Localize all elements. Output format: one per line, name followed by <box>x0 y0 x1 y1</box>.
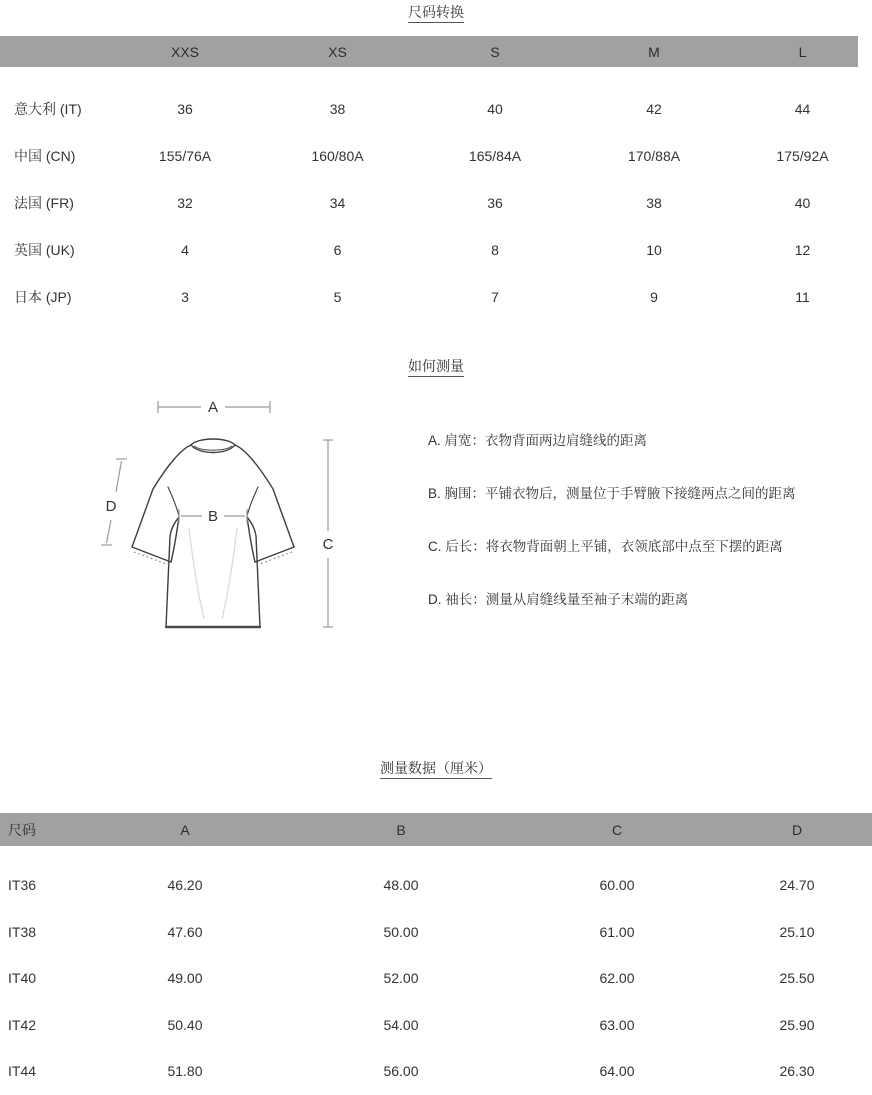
measurements-title-text: 测量数据（厘米） <box>380 760 492 779</box>
row-label: 法国 (FR) <box>14 194 74 211</box>
table-cell: 42 <box>646 100 662 117</box>
table-cell: 32 <box>177 194 193 211</box>
size-conversion-body <box>0 85 872 320</box>
table-row-it40 <box>0 955 872 1002</box>
row-label: 日本 (JP) <box>14 288 72 305</box>
measure-instructions <box>428 432 796 609</box>
row-label: 英国 (UK) <box>14 241 75 258</box>
table-cell: 24.70 <box>779 877 815 894</box>
row-label: IT42 <box>8 1016 37 1033</box>
table-row-italy <box>0 85 872 132</box>
size-conversion-title-text: 尺码转换 <box>408 4 464 23</box>
table-cell: 56.00 <box>383 1063 419 1080</box>
table-cell: 46.20 <box>167 877 203 894</box>
column-header-c: C <box>611 821 623 838</box>
table-cell: 175/92A <box>776 147 829 164</box>
table-cell: 5 <box>333 288 342 305</box>
row-label: IT38 <box>8 923 37 940</box>
table-row-it38 <box>0 909 872 956</box>
table-cell: 47.60 <box>167 923 203 940</box>
table-cell: 64.00 <box>599 1063 635 1080</box>
column-header-xxs: XXS <box>170 43 199 60</box>
table-cell: 40 <box>487 100 503 117</box>
row-label: IT36 <box>8 877 37 894</box>
table-cell: 3 <box>181 288 189 305</box>
table-row-it42 <box>0 1002 872 1049</box>
table-cell: 4 <box>181 241 189 258</box>
table-cell: 36 <box>177 100 193 117</box>
table-cell: 6 <box>333 241 342 258</box>
row-label: IT40 <box>8 970 37 987</box>
column-header-size: 尺码 <box>8 821 36 838</box>
table-cell: 63.00 <box>599 1016 635 1033</box>
fabric-crease-lines <box>189 528 237 619</box>
diagram-label-d: D <box>105 498 117 515</box>
table-row-china <box>0 132 872 179</box>
section-title-size-conversion <box>0 0 872 22</box>
tshirt-diagram <box>85 388 345 648</box>
table-cell: 165/84A <box>468 147 522 164</box>
measurements-header-row <box>0 813 872 846</box>
table-cell: 7 <box>491 288 499 305</box>
how-to-measure-section <box>0 320 872 712</box>
column-header-xs: XS <box>328 43 347 60</box>
table-cell: 50.00 <box>383 923 419 940</box>
section-title-how-to-measure <box>0 356 872 376</box>
column-header-a: A <box>180 821 190 838</box>
table-row-uk <box>0 226 872 273</box>
table-cell: 34 <box>329 194 346 211</box>
table-cell: 26.30 <box>779 1063 815 1080</box>
table-cell: 60.00 <box>599 877 635 894</box>
cuff-stitch-lines <box>134 552 292 565</box>
table-cell: 44 <box>794 100 811 117</box>
table-cell: 25.90 <box>779 1016 815 1033</box>
table-cell: 52.00 <box>383 970 419 987</box>
diagram-label-b: B <box>207 508 219 525</box>
dimension-line-c <box>323 440 333 627</box>
table-cell: 51.80 <box>167 1063 203 1080</box>
row-label: 意大利 (IT) <box>14 100 82 117</box>
measure-instruction-sleeve: D. 袖长：测量从肩缝线量至袖子末端的距离 <box>428 592 689 607</box>
table-row-it44 <box>0 1048 872 1095</box>
row-label: IT44 <box>8 1063 37 1080</box>
column-header-d: D <box>791 821 803 838</box>
section-title-measurements <box>0 758 872 778</box>
tshirt-outline <box>132 439 294 627</box>
table-cell: 9 <box>650 288 658 305</box>
table-row-japan <box>0 273 872 320</box>
table-cell: 25.50 <box>779 970 815 987</box>
measurements-table <box>0 813 872 1095</box>
table-cell: 40 <box>794 194 811 211</box>
table-cell: 155/76A <box>158 147 212 164</box>
column-header-l: L <box>798 43 807 60</box>
table-cell: 48.00 <box>383 877 419 894</box>
measurements-body <box>0 862 872 1095</box>
column-header-b: B <box>396 821 406 838</box>
table-cell: 8 <box>491 241 499 258</box>
table-cell: 62.00 <box>599 970 635 987</box>
table-row-it36 <box>0 862 872 909</box>
table-cell: 38 <box>646 194 662 211</box>
table-cell: 50.40 <box>167 1016 203 1033</box>
diagram-label-c: C <box>322 536 334 553</box>
measure-instruction-shoulder: A. 肩宽：衣物背面两边肩缝线的距离 <box>428 433 648 448</box>
table-cell: 10 <box>646 241 662 258</box>
size-conversion-table <box>0 36 872 320</box>
row-label: 中国 (CN) <box>14 147 76 164</box>
table-cell: 170/88A <box>627 147 681 164</box>
diagram-label-a: A <box>207 399 219 416</box>
table-row-france <box>0 179 872 226</box>
column-header-m: M <box>648 43 660 60</box>
table-cell: 36 <box>487 194 503 211</box>
column-header-s: S <box>490 43 500 60</box>
table-cell: 61.00 <box>599 923 635 940</box>
table-cell: 38 <box>329 100 346 117</box>
table-cell: 54.00 <box>383 1016 419 1033</box>
table-cell: 25.10 <box>779 923 815 940</box>
table-cell: 12 <box>794 241 811 258</box>
measure-instruction-back-length: C. 后长：将衣物背面朝上平铺，衣领底部中点至下摆的距离 <box>428 539 783 554</box>
table-cell: 160/80A <box>311 147 364 164</box>
how-to-measure-title-text: 如何测量 <box>408 358 464 377</box>
table-cell: 49.00 <box>167 970 203 987</box>
table-cell: 11 <box>795 288 810 305</box>
measure-instruction-chest: B. 胸围：平铺衣物后，测量位于手臂腋下接缝两点之间的距离 <box>428 486 796 501</box>
size-conversion-header-row <box>0 36 872 67</box>
